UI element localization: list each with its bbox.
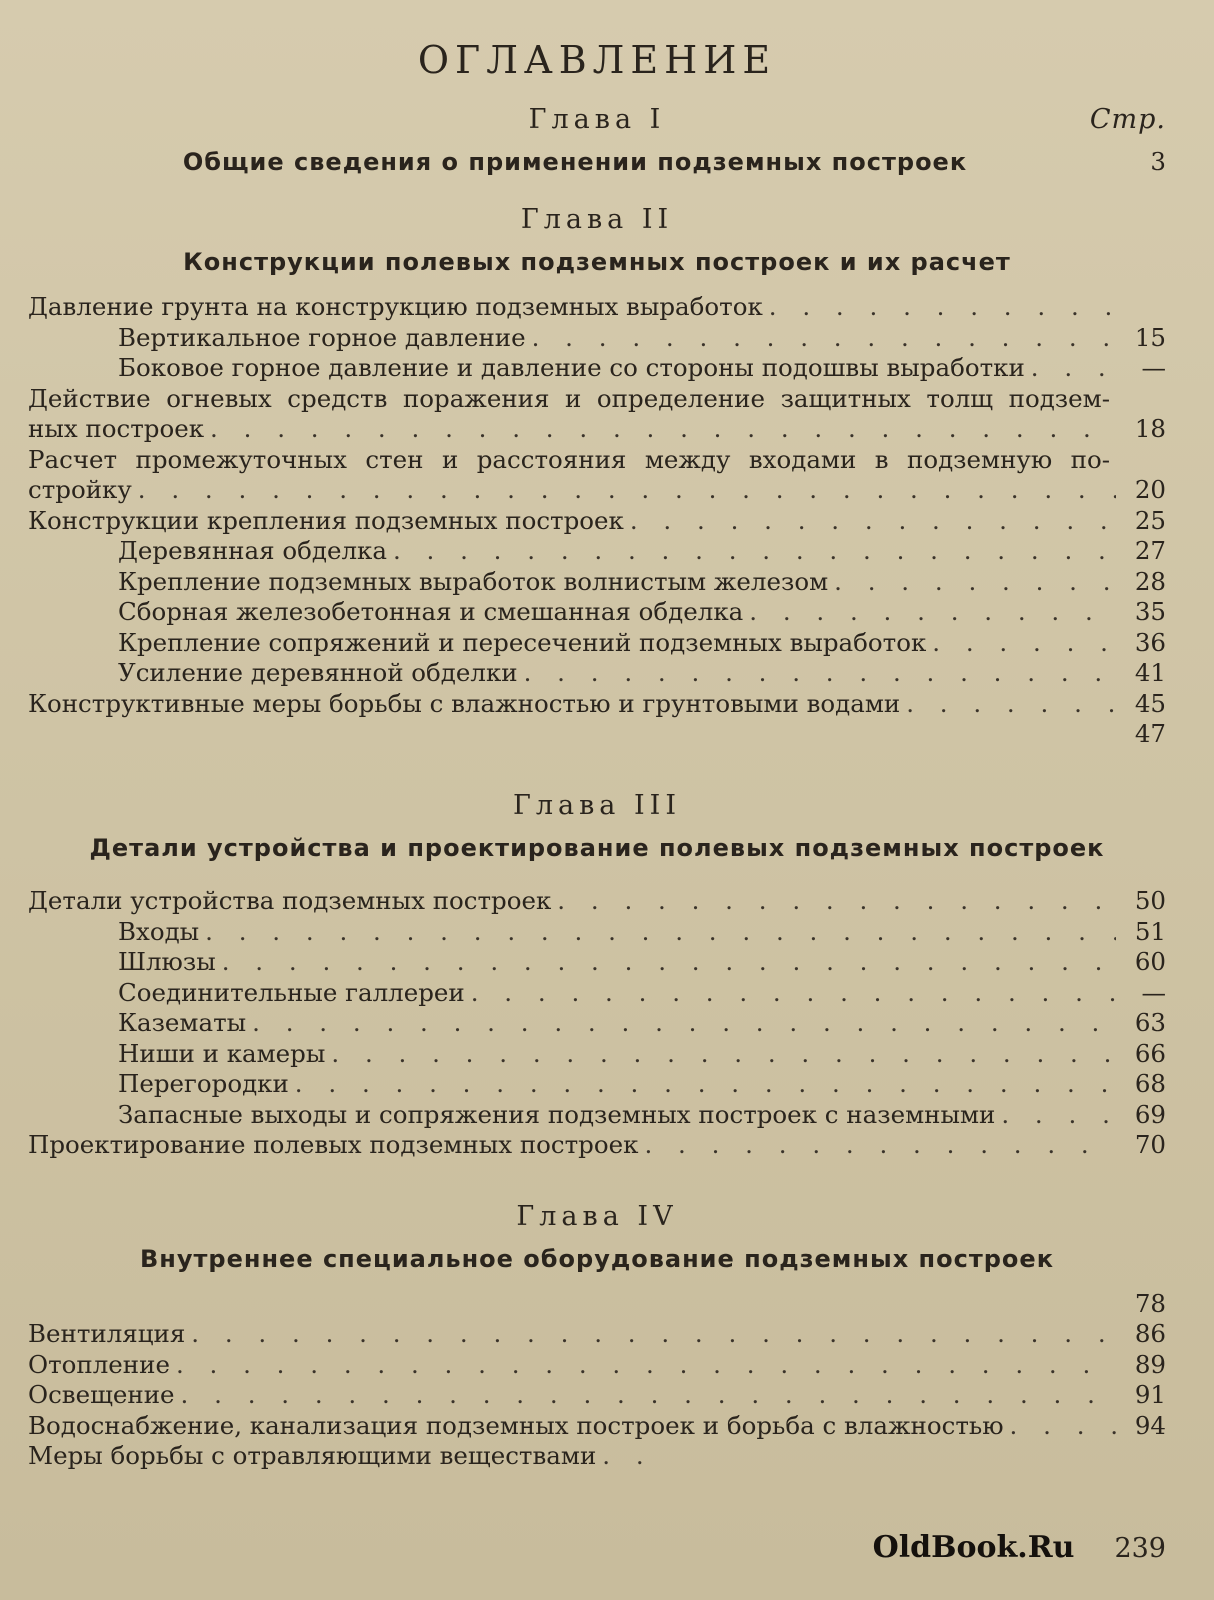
chapter-4-title: Внутреннее специальное оборудование подземных построек (139, 1244, 1054, 1273)
toc-entry[interactable]: Меры борьбы с отравляющими веществами . . . (28, 1441, 1166, 1472)
toc-entry[interactable]: Детали устройства подземных построек . . . 50 (28, 886, 1166, 917)
toc-entry[interactable]: Сборная железобетонная и смешанная обделка . . . 35 (28, 597, 1166, 628)
chapter-2-title: Конструкции полевых подземных построек и их расчет (183, 248, 1011, 277)
page-title: ОГЛАВЛЕНИЕ (417, 38, 777, 82)
watermark-logo: OldBook.Ru (872, 1530, 1075, 1565)
toc-entry[interactable]: Входы . . . 51 (28, 917, 1166, 948)
chapter-2-entries (28, 292, 1166, 750)
toc-entry[interactable]: Шлюзы . . . 60 (28, 947, 1166, 978)
chapter-4-entries (28, 1289, 1166, 1472)
toc-entry[interactable]: Перегородки . . . 68 (28, 1069, 1166, 1100)
toc-entry[interactable]: Запасные выходы и сопряжения подземных построек с наземными . . . 69 (28, 1100, 1166, 1131)
toc-entry[interactable]: Соединительные галлереи . . . — (28, 978, 1166, 1009)
chapter-1-title: Общие сведения о применении подземных построек (182, 148, 968, 176)
toc-entry[interactable]: Усиление деревянной обделки . . . 41 (28, 658, 1166, 689)
toc-entry[interactable]: Боковое горное давление и давление со стороны подошвы выработки . . . — (28, 353, 1166, 384)
toc-entry[interactable]: 47 (1134, 719, 1166, 749)
chapter-1-heading (28, 104, 1166, 135)
page-number: 239 (1114, 1533, 1166, 1564)
toc-entry[interactable]: Освещение . . . 91 (28, 1380, 1166, 1411)
page-column-label: Стр. (1089, 104, 1166, 135)
page-footer (0, 1530, 1166, 1565)
toc-entry[interactable]: Вертикальное горное давление . . . 15 (28, 323, 1166, 354)
chapter-3-entries (28, 886, 1166, 1161)
toc-entry[interactable]: Вентиляция . . . 86 (28, 1319, 1166, 1350)
toc-entry[interactable]: Казематы . . . 63 (28, 1008, 1166, 1039)
toc-entry[interactable]: Деревянная обделка . . . 27 (28, 536, 1166, 567)
toc-entry[interactable]: Конструкции крепления подземных построек . . . 25 (28, 506, 1166, 537)
toc-entry[interactable]: Крепление сопряжений и пересечений подземных выработок . . . 36 (28, 628, 1166, 659)
chapter-1-page: 3 (1150, 147, 1166, 176)
chapter-2-heading: Глава II (520, 204, 674, 236)
toc-entry[interactable]: Ниши и камеры . . . 66 (28, 1039, 1166, 1070)
toc-entry[interactable]: 78 (1134, 1288, 1166, 1318)
chapter-1-title-row (28, 147, 1166, 178)
chapter-3-title: Детали устройства и проектирование полевых подземных построек (89, 833, 1105, 862)
toc-entry[interactable]: Проектирование полевых подземных построек . . . 70 (28, 1130, 1166, 1161)
chapter-3-heading: Глава III (512, 789, 681, 821)
toc-entry[interactable]: Отопление . . . 89 (28, 1350, 1166, 1381)
toc-entry[interactable]: Водоснабжение, канализация подземных построек и борьба с влажностью . . . 94 (28, 1411, 1166, 1442)
toc-entry[interactable]: Действие огневых средств поражения и определение защитных толщ подзем- ных построек . . . 18 (28, 384, 1166, 445)
toc-entry[interactable]: Расчет промежуточных стен и расстояния между входами в подземную по- стройку . . . 20 (28, 445, 1166, 506)
toc-entry[interactable]: Конструктивные меры борьбы с влажностью и грунтовыми водами . . . 45 (28, 689, 1166, 720)
chapter-4-heading: Глава IV (516, 1200, 678, 1232)
toc-entry[interactable]: Крепление подземных выработок волнистым железом . . . 28 (28, 567, 1166, 598)
chapter-1-label: Глава I (528, 104, 666, 135)
toc-entry[interactable]: Давление грунта на конструкцию подземных выработок . . . (28, 292, 1166, 323)
